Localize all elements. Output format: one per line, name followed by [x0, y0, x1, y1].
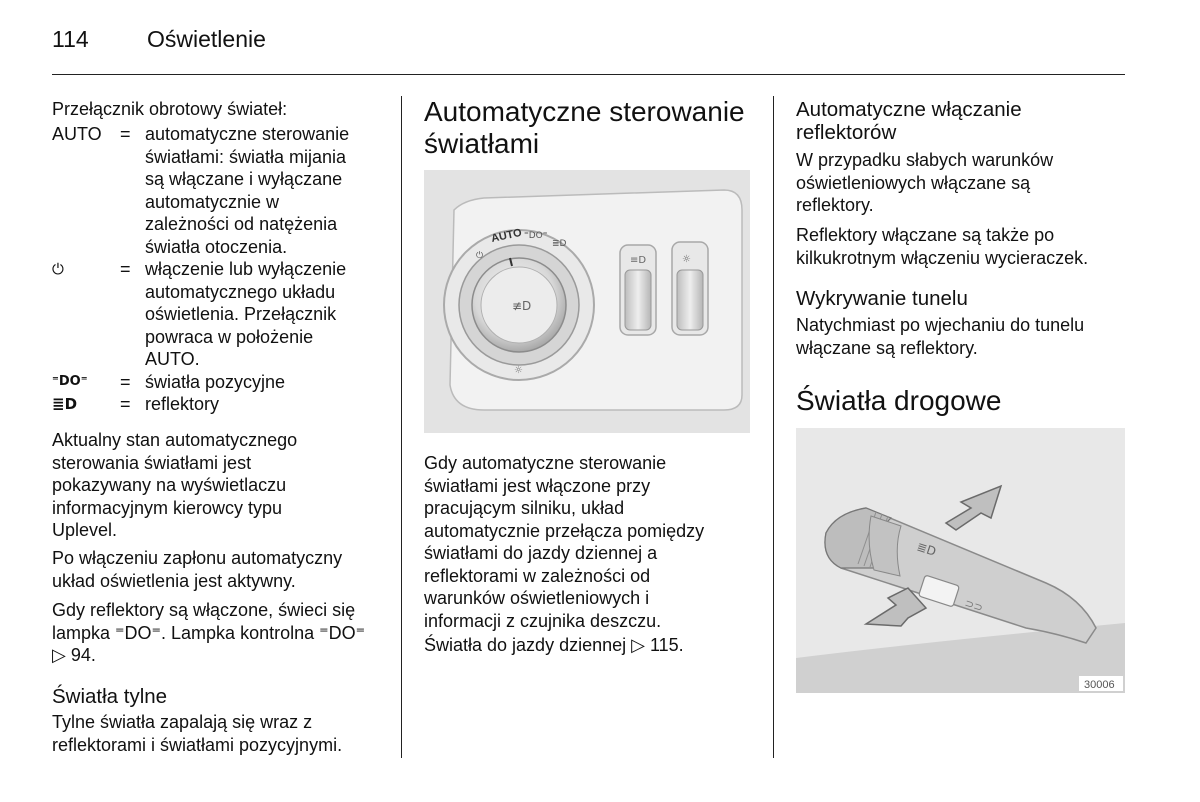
dashboard-light-icon: ☼	[682, 254, 691, 265]
paragraph-daytime-switching	[424, 452, 764, 632]
dimmer-symbol-icon: ☼	[514, 365, 523, 376]
text-line: reflektory.	[796, 195, 874, 215]
washer-symbol-icon: ⊃⊃	[963, 596, 985, 615]
text-line: W przypadku słabych warunków	[796, 150, 1054, 170]
column-divider-1	[401, 96, 402, 758]
definition-line: automatycznego układu	[145, 281, 336, 302]
light-switch-drawing	[424, 170, 750, 433]
text-line: pokazywany na wyświetlaczu	[52, 475, 287, 495]
power-icon: ⏻	[52, 260, 64, 278]
equals-sign: =	[120, 394, 131, 414]
heading-rear-lights: Światła tylne	[52, 685, 168, 708]
text-line: ▷ 94.	[52, 645, 96, 665]
header-divider	[52, 74, 1125, 75]
paragraph-low-light	[796, 149, 1136, 217]
heading-high-beam: Światła drogowe	[796, 385, 1002, 416]
definition-line: powraca w położenie	[145, 326, 314, 347]
paragraph-ignition	[52, 547, 397, 592]
definition-line: włączenie lub wyłączenie	[145, 259, 347, 279]
text-line: Po włączeniu zapłonu automatyczny	[52, 548, 343, 568]
text-line: układ oświetlenia jest aktywny.	[52, 570, 296, 591]
paragraph-rear-lights	[52, 711, 397, 756]
high-beam-stalk-illustration	[796, 428, 1125, 693]
definition-line: automatycznie w	[145, 191, 280, 212]
definition-line: zależności od natężenia	[145, 214, 338, 234]
definition-line: AUTO.	[145, 349, 200, 369]
heading-tunnel-detection: Wykrywanie tunelu	[796, 287, 968, 310]
definition-auto	[52, 123, 382, 258]
text-line: kilkukrotnym włączeniu wycieraczek.	[796, 247, 1089, 268]
definition-line: automatyczne sterowanie	[145, 124, 350, 144]
equals-sign: =	[120, 124, 131, 144]
definition-line: są włączane i wyłączane	[145, 169, 343, 189]
text-line: światłami jest włączone przy	[424, 475, 651, 496]
fog-light-icon: ≢D	[512, 299, 532, 313]
chapter-title: Oświetlenie	[147, 26, 266, 52]
text-line: pracującym silniku, układ	[424, 498, 625, 518]
headlight-range-icon: ≡D	[630, 255, 647, 266]
text-line: informacji z czujnika deszczu.	[424, 610, 662, 631]
text-line: Gdy automatyczne sterowanie	[424, 453, 667, 473]
definition-headlights	[52, 393, 382, 416]
headlight-symbol-icon: ≣D	[552, 239, 567, 249]
text-line: Tylne światła zapalają się wraz z	[52, 712, 313, 732]
heading-line: reflektorów	[796, 121, 897, 144]
text-line: oświetleniowych włączane są	[796, 172, 1031, 193]
text-line: Gdy reflektory są włączone, świeci się	[52, 600, 356, 620]
equals-sign: =	[120, 259, 131, 279]
text-line: Reflektory włączane są także po	[796, 225, 1055, 245]
definition-power	[52, 258, 382, 371]
text-line: sterowania światłami jest	[52, 452, 252, 473]
definition-line: światłami: światła mijania	[145, 146, 347, 167]
text-line: Natychmiast po wjechaniu do tunelu	[796, 315, 1085, 335]
definition-line: światła pozycyjne	[145, 371, 286, 392]
column-divider-2	[773, 96, 774, 758]
text-line: lampka ⁼DO⁼. Lampka kontrolna ⁼DO⁼	[52, 622, 366, 643]
paragraph-uplevel	[52, 429, 392, 542]
text-line: automatycznie przełącza pomiędzy	[424, 520, 705, 541]
text-line: Aktualny stan automatycznego	[52, 430, 298, 450]
sidelights-symbol-icon: ⁼DO⁼	[524, 231, 548, 241]
text-line: światłami do jazdy dziennej a	[424, 543, 658, 563]
indicator-stalk-drawing	[796, 428, 1125, 693]
text-line: reflektorami i światłami pozycyjnymi.	[52, 734, 343, 755]
paragraph-tunnel	[796, 314, 1136, 359]
power-symbol-icon: ⏻	[476, 251, 484, 261]
daytime-lights-reference: Światła do jazdy dziennej ▷ 115.	[424, 635, 684, 655]
switch-intro: Przełącznik obrotowy świateł:	[52, 99, 288, 119]
definition-line: reflektory	[145, 394, 220, 414]
page-number: 114	[52, 26, 89, 52]
text-line: reflektorami w zależności od	[424, 565, 651, 586]
heading-auto-headlights	[796, 98, 1022, 144]
text-line: informacyjnym kierowcy typu	[52, 497, 283, 518]
definition-line: światła otoczenia.	[145, 236, 288, 257]
text-line: włączane są reflektory.	[796, 337, 978, 358]
definition-sidelights	[52, 371, 382, 394]
heading-automatic-lighting	[424, 96, 745, 160]
paragraph-lamp	[52, 599, 397, 667]
sidelights-icon: ⁼DO⁼	[52, 373, 88, 389]
definition-list	[52, 123, 382, 416]
text-line: warunków oświetleniowych i	[424, 588, 650, 608]
term-auto: AUTO	[52, 124, 102, 144]
headlight-icon: ≣D	[52, 395, 78, 413]
equals-sign: =	[120, 371, 131, 392]
auto-position-label: AUTO	[490, 226, 523, 245]
heading-line: światłami	[424, 128, 540, 159]
paragraph-wipers	[796, 224, 1136, 269]
heading-line: Automatyczne włączanie	[796, 98, 1022, 121]
figure-code: 30006	[1084, 679, 1115, 691]
text-line: Uplevel.	[52, 520, 118, 540]
definition-line: oświetlenia. Przełącznik	[145, 304, 337, 324]
high-beam-symbol-icon: ≣D	[915, 539, 938, 559]
light-switch-illustration	[424, 170, 750, 433]
heading-line: Automatyczne sterowanie	[424, 96, 745, 127]
